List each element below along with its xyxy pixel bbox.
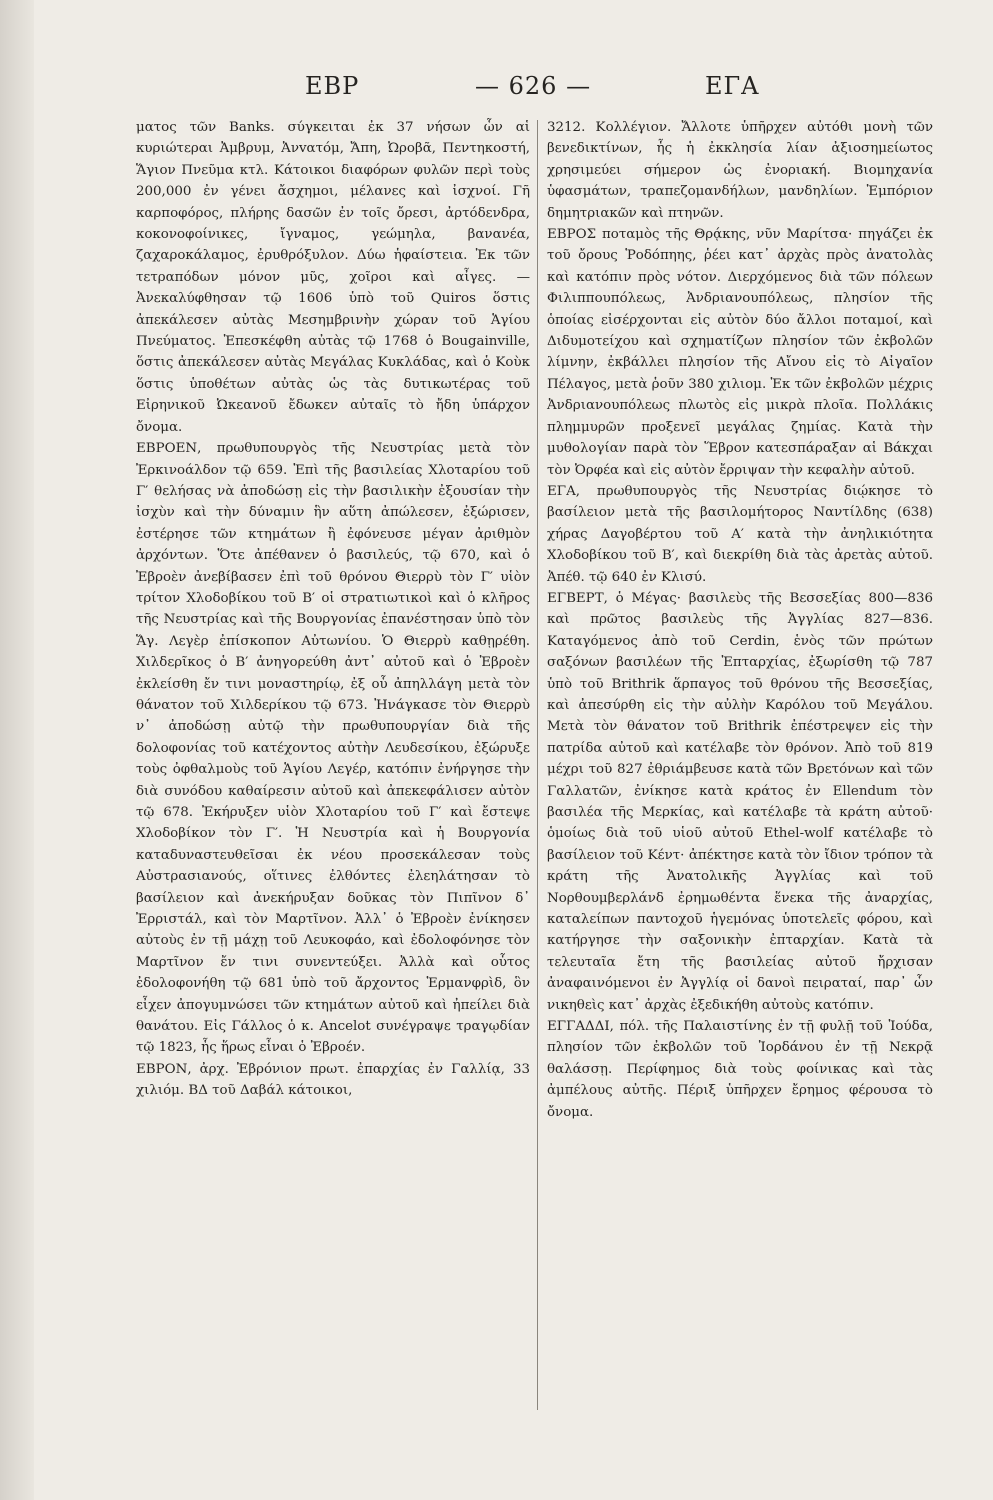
page-number: — 626 — <box>475 72 592 100</box>
entry-egbert: ΕΓΒΕΡΤ, ὁ Μέγας· βασιλεὺς τῆς Βεσσεξίας 800—836 καὶ πρῶτος βασιλεὺς τῆς Ἀγγλίας 827—836. Καταγόμενος ἀπὸ τοῦ Cerdin, ἑνὸς τῶν πρώτων σαξόνων βασιλέων τῆς Ἐπταρχίας, ἐξωρίσθη τῷ 787 ὑπὸ τοῦ Brithrik ἅρπαγος τοῦ θρόνου τῆς Βεσσεξίας, καὶ ἀπεσύρθη εἰς τὴν αὐλὴν Καρόλου τοῦ Μεγάλου. Μετὰ τὸν θάνατον τοῦ Brithrik ἐπέστρεψεν εἰς τὴν πατρίδα αὐτοῦ καὶ κατέλαβε τὸν θρόνον. Ἀπὸ τοῦ 819 μέχρι τοῦ 827 ἐθριάμβευσε κατὰ τῶν Βρετόνων καὶ τῶν Γαλλατῶν, ἐνίκησε κατὰ κράτος ἐν Ellendum τὸν βασιλέα τῆς Μερκίας, καὶ κατέλαβε τὰ κράτη αὐτοῦ· ὁμοίως διὰ τοῦ υἱοῦ αὐτοῦ Ethel-wolf κατέλαβε τὸ βασίλειον τοῦ Κέντ· ἀπέκτησε κατὰ τὸν ἴδιον τρόπον τὰ κράτη τῆς Ἀνατολικῆς Ἀγγλίας καὶ τοῦ Νορθουμβερλάνδ ἐρημωθέντα ἕνεκα τῆς ἀναρχίας, καταλείπων παντοχοῦ ἡγεμόνας ὑποτελεῖς φόρου, καὶ κατήργησε τὴν σαξονικὴν ἐπταρχίαν. Κατὰ τὰ τελευταῖα ἔτη τῆς βασιλείας αὐτοῦ ἤρχισαν ἀναφαινόμενοι ἐν Ἀγγλίᾳ οἱ δανοὶ πειραταί, παρ᾽ ὧν νικηθεὶς κατ᾽ ἀρχὰς ἐξεδικήθη αὐτοὺς κατόπιν. <box>547 590 933 1013</box>
entry-ebron-continuation: 3212. Κολλέγιον. Ἄλλοτε ὑπῆρχεν αὐτόθι μονὴ τῶν βενεδικτίνων, ἧς ἡ ἐκκλησία λίαν ἀξιοσημείωτος χρησιμεύει σήμερον ὡς ἐνοριακή. Βιομηχανία ὑφασμάτων, τραπεζομανδήλων, μανδηλίων. Ἐμπόριον δημητριακῶν καὶ πτηνῶν. <box>547 120 933 221</box>
entry-ega: ΕΓΑ, πρωθυπουργὸς τῆς Νευστρίας διῴκησε τὸ βασίλειον μετὰ τῆς βασιλομήτορος Ναντίλδης (638) χήρας Δαγοβέρτου τοῦ Α′ κατὰ τὴν ἀνηλικιότητα Χλοδοβίκου τοῦ Β′, καὶ διεκρίθη διὰ τὰς ἀρετὰς αὐτοῦ. Ἀπέθ. τῷ 640 ἐν Κλισύ. <box>547 483 933 585</box>
column-divider <box>537 120 538 1410</box>
page-binding-edge <box>0 0 34 1500</box>
entry-continuation: ματος τῶν Banks. σύγκειται ἐκ 37 νήσων ὧν αἱ κυριώτεραι Ἀμβρυμ, Ἀνvατόμ, Ἄπη, Ὠροβᾶ, Πεντηκοστή, Ἅγιον Πνεῦμα κτλ. Κάτοικοι διαφόρων φυλῶν περὶ τοὺς 200,000 ἐν γένει ἄσχημοι, μέλανες καὶ ἰσχνοί. Γῆ καρποφόρος, πλήρης δασῶν ἐν τοῖς ὄρεσι, ἀρτόδενδρα, κοκονοφοίνικες, ἴγναμος, γεώμηλα, βανανέα, ζαχαροκάλαμος, ἐρυθρόξυλον. Δύω ἡφαίστεια. Ἐκ τῶν τετραπόδων μόνον μῦς, χοῖροι καὶ αἶγες. —Ἀνεκαλύφθησαν τῷ 1606 ὑπὸ τοῦ Quiros ὅστις ἀπεκάλεσεν αὐτὰς Μεσημβρινὴν χώραν τοῦ Ἁγίου Πνεύματος. Ἐπεσκέφθη αὐτὰς τῷ 1768 ὁ Bougainville, ὅστις ἀπεκάλεσεν αὐτὰς Μεγάλας Κυκλάδας, καὶ ὁ Κοὺκ ὅστις ὑποθέτων αὐτὰς ὡς τὰς δυτικωτέρας τοῦ Εἰρηνικοῦ Ὠκεανοῦ ἔδωκεν αὐταῖς τὸ ἤδη ὑπάρχον ὄνομα. <box>136 120 530 435</box>
entry-ebroen: ΕΒΡΟΕΝ, πρωθυπουργὸς τῆς Νευστρίας μετὰ τὸν Ἐρκινοάλδον τῷ 659. Ἐπὶ τῆς βασιλείας Χλοταρίου τοῦ Γ′ θελήσας νὰ ἀποδώσῃ εἰς τὴν βασιλικὴν ἐξουσίαν τὴν ἰσχὺν καὶ τὴν δύναμιν ἣν αὕτη ἀπώλεσεν, ἐξώρισεν, ἐστέρησε τῶν κτημάτων ἢ ἐφόνευσε μέγαν ἀριθμὸν ἀρχόντων. Ὅτε ἀπέθανεν ὁ βασιλεύς, τῷ 670, καὶ ὁ Ἐβροὲν ἀνεβίβασεν ἐπὶ τοῦ θρόνου Θιερρὺ τὸν Γ′ υἱὸν τρίτον Χλοδοβίκου τοῦ Β′ οἱ στρατιωτικοὶ καὶ ὁ κλῆρος τῆς Νευστρίας καὶ τῆς Βουργονίας ἐπανέστησαν ὑπὸ τὸν Ἅγ. Λεγὲρ ἐπίσκοπον Αὐτωνίου. Ὁ Θιερρὺ καθῃρέθη. Χιλδερῖκος ὁ Β′ ἀνηγορεύθη ἀντ᾽ αὐτοῦ καὶ ὁ Ἐβροὲν ἐκλείσθη ἔν τινι μοναστηρίῳ, ἐξ οὗ ἀπηλλάγη μετὰ τὸν θάνατον τοῦ Χιλδερίκου τῷ 673. Ἠνάγκασε τὸν Θιερρὺ ν᾽ ἀποδώσῃ αὐτῷ τὴν πρωθυπουργίαν διὰ τῆς δολοφονίας τοῦ κατέχοντος αὐτὴν Λευδεσίκου, ἐξώρυξε τοὺς ὀφθαλμοὺς τοῦ Ἁγίου Λεγέρ, κατόπιν ἐνήργησε τὴν διὰ συνόδου καθαίρεσιν αὐτοῦ καὶ ἀπεκεφάλισεν αὐτὸν τῷ 678. Ἐκήρυξεν υἱὸν Χλοταρίου τοῦ Γ′ καὶ ἔστεψε Χλοδοβίκον τὸν Γ′. Ἡ Νευστρία καὶ ἡ Βουργονία καταδυναστευθεῖσαι ἐκ νέου προσεκάλεσαν τοὺς Αὐστρασιανούς, οἵτινες ἐλθόντες ἐλεηλάτησαν τὸ βασίλειον καὶ ἀνεκήρυξαν δοῦκας τὸν Πιπῖνον δ᾽ Ἐρριστάλ, καὶ τὸν Μαρτῖνον. Ἀλλ᾽ ὁ Ἐβροὲν ἐνίκησεν αὐτοὺς ἐν τῇ μάχῃ τοῦ Λευκοφάο, καὶ ἐδολοφόνησε τὸν Μαρτῖνον ἔν τινι συνεντεύξει. Ἀλλὰ καὶ οὗτος ἐδολοφονήθη τῷ 681 ὑπὸ τοῦ ἄρχοντος Ἑρμανφρὶδ, ὃν εἶχεν ἀπογυμνώσει τῶν κτημάτων αὐτοῦ καὶ ἠπείλει διὰ θανάτου. Εἰς Γάλλος ὁ κ. Ancelot συνέγραψε τραγῳδίαν τῷ 1823, ἧς ἥρως εἶναι ὁ Ἐβροέν. <box>136 441 530 1056</box>
running-header <box>135 72 815 106</box>
right-column <box>547 117 933 1123</box>
header-right-guide-word: ΕΓΑ <box>705 72 760 100</box>
header-left-guide-word: ΕΒΡ <box>305 72 360 100</box>
entry-ebron: ΕΒΡΟΝ, ἀρχ. Ἐβρόνιον πρωτ. ἐπαρχίας ἐν Γαλλίᾳ, 33 χιλιόμ. ΒΔ τοῦ Δαβάλ κάτοικοι, <box>136 1061 530 1099</box>
entry-engaddi: ΕΓΓΑΔΔΙ, πόλ. τῆς Παλαιστίνης ἐν τῇ φυλῇ τοῦ Ἰούδα, πλησίον τῶν ἐκβολῶν τοῦ Ἰορδάνου ἐν τῇ Νεκρᾷ θαλάσσῃ. Περίφημος διὰ τοὺς φοίνικας καὶ τὰς ἀμπέλους αὐτῆς. Πέριξ ὑπῆρχεν ἔρημος φέρουσα τὸ ὄνομα. <box>547 1019 933 1120</box>
left-column <box>136 117 530 1102</box>
entry-ebros: ΕΒΡΟΣ ποταμὸς τῆς Θρᾴκης, νῦν Μαρίτσα· πηγάζει ἐκ τοῦ ὄρους Ῥοδόπηης, ῥέει κατ᾽ ἀρχὰς πρὸς ἀνατολὰς καὶ κατόπιν πρὸς νότον. Διερχόμενος διὰ τῶν πόλεων Φιλιππουπόλεως, Ἀνδριανουπόλεως, πλησίον τῆς ὁποίας εἰσέρχονται εἰς αὐτὸν δύο ἄλλοι ποταμοί, καὶ Διδυμοτείχου καὶ σχηματίζων πλησίον τῶν ἐκβολῶν λίμνην, ἐκβάλλει πλησίον τῆς Αἴνου εἰς τὸ Αἰγαῖον Πέλαγος, μετὰ ῥοῦν 380 χιλιομ. Ἐκ τῶν ἐκβολῶν μέχρις Ἀνδριανουπόλεως πλωτὸς εἰς μικρὰ πλοῖα. Πολλάκις πλημμυρῶν προξενεῖ μεγάλας ζημίας. Κατὰ τὴν μυθολογίαν παρὰ τὸν Ἕβρον κατεσπάραξαν αἱ Βάκχαι τὸν Ὀρφέα καὶ εἰς αὐτὸν ἔρριψαν τὴν κεφαλὴν αὐτοῦ. <box>547 227 933 478</box>
